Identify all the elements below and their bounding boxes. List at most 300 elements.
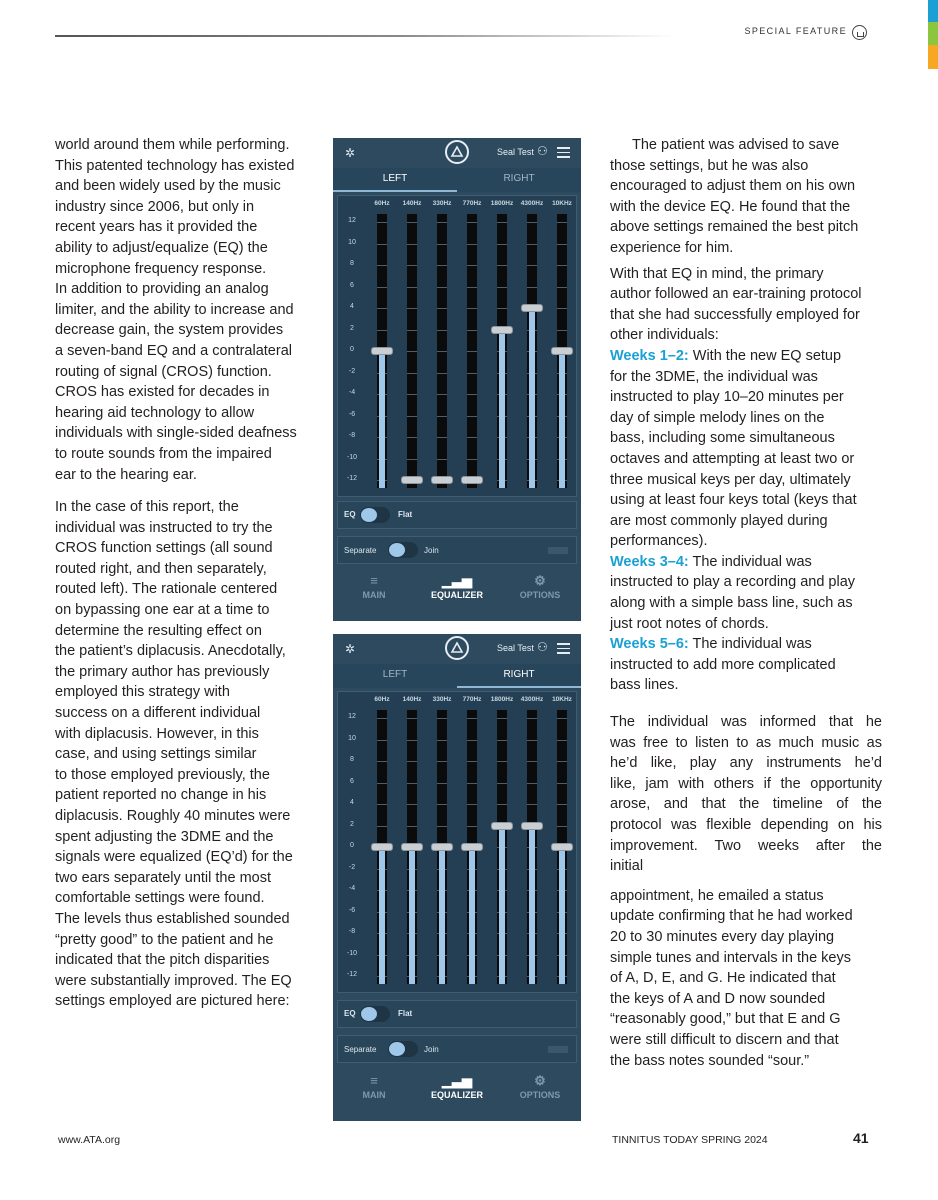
nav-equalizer[interactable] [416, 572, 498, 600]
text-line: initial [610, 858, 644, 875]
text-line: the bass notes sounded “sour.” [610, 1052, 810, 1069]
slider-tick [557, 265, 567, 266]
y-tick-label: 4 [350, 799, 354, 806]
tab-right[interactable]: RIGHT [503, 173, 535, 184]
seal-test-label[interactable]: Seal Test [497, 147, 534, 157]
text-line: experience for him. [610, 239, 734, 256]
text-line: other individuals: [610, 327, 719, 344]
slider-tick [557, 308, 567, 309]
text-line: along with a simple bass line, such as [610, 595, 853, 612]
slider-tick [467, 416, 477, 417]
band-label: 4300Hz [520, 696, 544, 703]
slider-tick [437, 761, 447, 762]
page-number: 41 [853, 1130, 869, 1146]
text-line: employed this strategy with [55, 684, 230, 701]
slider-tick [497, 308, 507, 309]
slider-knob[interactable] [521, 822, 543, 830]
slider-tick [467, 761, 477, 762]
channel-tabs [333, 664, 581, 688]
equalizer-icon: ▁▃▅ [442, 573, 472, 588]
slider-tick [557, 244, 567, 245]
column-right [610, 135, 882, 1071]
text-line: like, jam with others if the opportunity [610, 775, 882, 792]
slider-tick [437, 330, 447, 331]
y-tick-label: -12 [346, 475, 358, 482]
slider-tick [497, 265, 507, 266]
ear-icon[interactable]: ⚇ [537, 144, 548, 158]
y-tick-label: 12 [348, 713, 356, 720]
slider-tick [557, 287, 567, 288]
text-line: diplacusis. Roughly 40 minutes were [55, 808, 291, 824]
eq-slider-1800Hz[interactable] [497, 710, 507, 984]
slider-knob[interactable] [461, 476, 483, 484]
eq-value: Flat [398, 1009, 413, 1018]
separate-join-row [337, 1035, 577, 1063]
text-line: were still difficult to discern and that [610, 1031, 839, 1048]
band-label: 140Hz [402, 200, 422, 207]
text-line: In the case of this report, the [55, 499, 239, 516]
slider-tick [377, 804, 387, 805]
slider-tick [437, 459, 447, 460]
eq-slider-60Hz[interactable] [377, 214, 387, 488]
weeks-1-2-label: Weeks 1–2: [610, 347, 689, 364]
slider-tick [437, 222, 447, 223]
equalizer-graph [337, 195, 577, 497]
slider-knob[interactable] [401, 843, 423, 851]
text-line: update confirming that he had worked [610, 908, 853, 925]
text-line: was free to listen to as much music as [610, 734, 882, 751]
slider-tick [527, 222, 537, 223]
text-line: with the device EQ. He found that the [610, 198, 851, 215]
eq-slider-10KHz[interactable] [557, 214, 567, 488]
slider-tick [527, 287, 537, 288]
text-line: three musical keys per day, ultimately [610, 471, 851, 488]
main-icon: ≡ [370, 1073, 378, 1088]
text-line: bass lines. [610, 677, 679, 694]
slider-tick [527, 740, 537, 741]
nav-equalizer[interactable] [416, 1072, 498, 1100]
slider-tick [437, 373, 447, 374]
weeks-5-6 [610, 634, 882, 696]
nav-label: MAIN [362, 590, 386, 600]
menu-icon[interactable] [557, 643, 570, 657]
slider-knob[interactable] [431, 843, 453, 851]
band-label: 770Hz [462, 696, 482, 703]
nav-label: EQUALIZER [430, 590, 483, 600]
slider-tick [407, 287, 417, 288]
text-line: The individual was [688, 553, 812, 570]
slider-tick [467, 287, 477, 288]
text-line: two ears separately until the most [55, 869, 271, 886]
slider-fill [499, 330, 505, 489]
text-line: appointment, he emailed a status [610, 887, 824, 904]
slider-tick [467, 394, 477, 395]
eq-slider-770Hz[interactable] [467, 214, 477, 488]
text-line: octaves and attempting at least two or [610, 450, 855, 467]
accent-stripe-green [928, 22, 938, 45]
slider-tick [557, 826, 567, 827]
slider-knob[interactable] [461, 843, 483, 851]
slider-tick [497, 287, 507, 288]
text-line: The patient was advised to save [632, 137, 840, 153]
text-line: for the 3DME, the individual was [610, 368, 818, 385]
slider-tick [467, 244, 477, 245]
weeks-3-4-label: Weeks 3–4: [610, 553, 689, 570]
text-line: spent adjusting the 3DME and the [55, 828, 274, 845]
slider-knob[interactable] [371, 347, 393, 355]
slider-knob[interactable] [491, 326, 513, 334]
slider-tick [557, 804, 567, 805]
slider-knob[interactable] [551, 347, 573, 355]
y-tick-label: -12 [346, 971, 358, 978]
band-label: 770Hz [462, 200, 482, 207]
text-line: are most commonly played during [610, 512, 828, 529]
paragraph-5 [610, 712, 882, 877]
band-label: 10KHz [552, 200, 572, 207]
slider-tick [527, 265, 537, 266]
footer-issue: TINNITUS TODAY SPRING 2024 [612, 1134, 768, 1146]
slider-fill [379, 847, 385, 984]
slider-tick [377, 783, 387, 784]
nav-label: EQUALIZER [430, 1090, 483, 1100]
text-line: with diplacusis. However, in this [55, 725, 259, 742]
text-line: routed right, and then separately, [55, 560, 267, 577]
eq-toggle[interactable] [360, 1006, 390, 1022]
slider-knob[interactable] [401, 476, 423, 484]
slider-tick [437, 826, 447, 827]
accent-stripe-blue [928, 0, 938, 22]
slider-tick [407, 265, 417, 266]
slider-tick [467, 222, 477, 223]
eq-slider-140Hz[interactable] [407, 710, 417, 984]
logo-icon [445, 140, 469, 164]
text-line: arose, and that the timeline of the [610, 796, 882, 813]
slider-fill [469, 847, 475, 984]
battery-icon [548, 1046, 568, 1053]
text-line: those settings, but he was also [610, 157, 809, 174]
text-line: just root notes of chords. [610, 615, 769, 632]
equalizer-icon: ▁▃▅ [442, 1073, 472, 1088]
band-label: 60Hz [374, 200, 390, 207]
y-tick-label: 6 [350, 281, 354, 289]
y-tick-label: -8 [348, 928, 356, 935]
slider-tick [407, 244, 417, 245]
text-line: world around them while performing. [55, 137, 290, 153]
options-icon: ⚙ [534, 1073, 546, 1088]
slider-tick [437, 265, 447, 266]
slider-tick [557, 718, 567, 719]
slider-fill [409, 847, 415, 984]
slider-tick [437, 394, 447, 395]
eq-slider-60Hz[interactable] [377, 710, 387, 984]
separate-join-toggle[interactable] [388, 542, 418, 558]
slider-tick [437, 244, 447, 245]
text-line: improvement. Two weeks after the [610, 837, 882, 854]
slider-tick [557, 222, 567, 223]
band-label: 60Hz [374, 696, 390, 703]
text-line: decrease gain, the system provides [55, 322, 284, 339]
nav-options[interactable] [499, 1072, 581, 1100]
eq-slider-330Hz[interactable] [437, 214, 447, 488]
slider-tick [407, 459, 417, 460]
weeks-3-4 [610, 552, 882, 634]
slider-tick [377, 222, 387, 223]
text-line: performances). [610, 533, 708, 550]
band-label: 10KHz [552, 696, 572, 703]
text-line: to route sounds from the impaired [55, 445, 272, 462]
text-line: “reasonably good,” but that E and G [610, 1011, 841, 1028]
slider-tick [407, 718, 417, 719]
slider-tick [437, 416, 447, 417]
bluetooth-icon[interactable]: ✲ [345, 642, 356, 656]
y-tick-label: -4 [348, 885, 356, 892]
band-label: 4300Hz [520, 200, 544, 207]
eq-screenshot-right [333, 634, 581, 1121]
y-tick-label: 4 [350, 303, 354, 310]
paragraph-6 [610, 886, 882, 1071]
band-label: 1800Hz [490, 200, 514, 207]
text-line: routed left). The rationale centered [55, 581, 278, 598]
text-line: the primary author has previously [55, 663, 270, 680]
bottom-nav [333, 1072, 581, 1112]
text-line: “pretty good” to the patient and he [55, 931, 274, 948]
text-line: case, and using settings similar [55, 746, 257, 763]
text-line: on bypassing one ear at a time to [55, 602, 270, 619]
band-label: 1800Hz [490, 696, 514, 703]
eq-toggle[interactable] [360, 507, 390, 523]
text-line: that she had successfully employed for [610, 306, 860, 323]
slider-knob[interactable] [551, 843, 573, 851]
slider-tick [377, 265, 387, 266]
separate-join-row [337, 536, 577, 564]
nav-options[interactable] [499, 572, 581, 600]
y-tick-label: -10 [346, 949, 358, 957]
slider-tick [527, 718, 537, 719]
equalizer-graph [337, 691, 577, 993]
slider-tick [497, 222, 507, 223]
join-label: Join [424, 1045, 439, 1054]
text-line: the keys of A and D now sounded [610, 990, 826, 1007]
text-line: to those employed previously, the [55, 766, 270, 783]
slider-tick [437, 804, 447, 805]
slider-knob[interactable] [491, 822, 513, 830]
slider-tick [527, 761, 537, 762]
slider-tick [467, 804, 477, 805]
y-tick-label: -6 [348, 410, 356, 418]
y-tick-label: 2 [350, 820, 354, 828]
section-icon [852, 25, 867, 40]
eq-slider-10KHz[interactable] [557, 710, 567, 984]
eq-preset-row [337, 1000, 577, 1028]
eq-slider-140Hz[interactable] [407, 214, 417, 488]
y-tick-label: 0 [350, 842, 354, 849]
slider-tick [467, 740, 477, 741]
y-tick-label: 8 [350, 756, 354, 763]
slider-tick [557, 761, 567, 762]
text-line: comfortable settings were found. [55, 890, 265, 907]
slider-tick [497, 783, 507, 784]
ear-icon[interactable]: ⚇ [537, 640, 548, 654]
slider-tick [437, 351, 447, 352]
text-line: In addition to providing an analog [55, 281, 269, 298]
text-line: recent years has it provided the [55, 219, 258, 236]
y-tick-label: -2 [348, 367, 356, 375]
band-label: 330Hz [432, 696, 452, 703]
text-line: individuals with single-sided deafness [55, 425, 297, 442]
slider-tick [407, 740, 417, 741]
text-line: signals were equalized (EQ’d) for the [55, 849, 293, 866]
slider-fill [439, 847, 445, 984]
weeks-5-6-label: Weeks 5–6: [610, 636, 689, 653]
eq-slider-770Hz[interactable] [467, 710, 477, 984]
slider-tick [437, 783, 447, 784]
battery-icon [548, 547, 568, 554]
band-label: 330Hz [432, 200, 452, 207]
footer-url: www.ATA.org [58, 1134, 121, 1146]
eq-label: EQ [344, 510, 356, 519]
text-line: hearing aid technology to allow [55, 404, 255, 421]
text-line: he’d like, play any instruments he’d [610, 755, 882, 772]
eq-slider-4300Hz[interactable] [527, 710, 537, 984]
text-line: instructed to play 10–20 minutes per [610, 389, 844, 406]
channel-tabs [333, 168, 581, 192]
text-line: above settings remained the best pitch [610, 219, 859, 236]
text-line: simple tunes and intervals in the keys [610, 949, 851, 966]
slider-tick [467, 826, 477, 827]
slider-tick [437, 437, 447, 438]
y-tick-label: -4 [348, 389, 356, 396]
nav-main[interactable] [333, 1072, 415, 1100]
slider-fill [559, 351, 565, 488]
text-line: CROS function settings (all sound [55, 540, 273, 557]
slider-tick [557, 330, 567, 331]
menu-icon[interactable] [557, 147, 570, 161]
slider-fill [499, 826, 505, 985]
paragraph-4 [610, 264, 882, 346]
seal-test-label[interactable]: Seal Test [497, 643, 534, 653]
slider-tick [437, 740, 447, 741]
eq-slider-1800Hz[interactable] [497, 214, 507, 488]
slider-tick [377, 718, 387, 719]
slider-tick [467, 437, 477, 438]
y-tick-label: -6 [348, 906, 356, 914]
text-line: indicated that the pitch disparities [55, 952, 270, 969]
slider-tick [407, 330, 417, 331]
slider-tick [377, 287, 387, 288]
nav-label: MAIN [362, 1090, 386, 1100]
slider-tick [407, 308, 417, 309]
slider-tick [407, 804, 417, 805]
y-tick-label: 6 [350, 777, 354, 785]
header-rule [55, 35, 675, 37]
text-line: protocol was flexible depending on his [610, 817, 882, 833]
slider-tick [407, 761, 417, 762]
text-line: author followed an ear-training protocol [610, 286, 862, 303]
app-top-bar [333, 634, 581, 664]
y-tick-label: 10 [348, 734, 356, 742]
y-tick-label: 2 [350, 324, 354, 332]
band-label: 140Hz [402, 696, 422, 703]
text-line: and been widely used by the music [55, 178, 281, 195]
tab-left[interactable]: LEFT [382, 669, 408, 680]
text-line: success on a different individual [55, 705, 261, 722]
text-line: a seven-band EQ and a contralateral [55, 342, 292, 359]
slider-tick [407, 416, 417, 417]
slider-tick [557, 783, 567, 784]
slider-tick [407, 394, 417, 395]
separate-label: Separate [344, 1045, 377, 1054]
tab-right[interactable]: RIGHT [457, 664, 581, 688]
slider-knob[interactable] [521, 304, 543, 312]
slider-tick [377, 244, 387, 245]
logo-icon [445, 636, 469, 660]
text-line: were substantially improved. The EQ [55, 972, 292, 989]
slider-tick [497, 244, 507, 245]
slider-tick [407, 826, 417, 827]
text-line: CROS has existed for decades in [55, 384, 270, 401]
slider-tick [467, 308, 477, 309]
slider-knob[interactable] [431, 476, 453, 484]
slider-tick [437, 308, 447, 309]
y-tick-label: -10 [346, 453, 358, 461]
text-line: bass, including some simultaneous [610, 430, 835, 447]
text-line: instructed to play a recording and play [610, 574, 856, 591]
slider-knob[interactable] [371, 843, 393, 851]
slider-tick [407, 783, 417, 784]
nav-main[interactable] [333, 572, 415, 600]
nav-label: OPTIONS [519, 590, 561, 600]
eq-slider-4300Hz[interactable] [527, 214, 537, 488]
slider-fill [529, 308, 535, 488]
y-tick-label: -2 [348, 863, 356, 871]
bluetooth-icon[interactable]: ✲ [345, 146, 356, 160]
text-line: the patient’s diplacusis. Anecdotally, [55, 643, 286, 660]
slider-tick [467, 351, 477, 352]
text-line: The levels thus established sounded [55, 910, 290, 927]
slider-tick [467, 373, 477, 374]
text-line: of A, D, E, and G. He indicated that [610, 970, 836, 987]
eq-value: Flat [398, 510, 413, 519]
slider-tick [497, 740, 507, 741]
separate-join-toggle[interactable] [388, 1041, 418, 1057]
text-line: individual was instructed to try the [55, 519, 273, 536]
text-line: The individual was [688, 636, 812, 653]
slider-tick [407, 222, 417, 223]
eq-preset-row [337, 501, 577, 529]
weeks-1-2-text [610, 348, 857, 549]
section-label: SPECIAL FEATURE [744, 26, 847, 36]
slider-tick [467, 718, 477, 719]
slider-tick [527, 804, 537, 805]
paragraph-3 [610, 135, 882, 259]
accent-stripe-orange [928, 45, 938, 69]
separate-label: Separate [344, 546, 377, 555]
text-line: 20 to 30 minutes every day playing [610, 928, 835, 945]
slider-tick [437, 287, 447, 288]
slider-tick [527, 244, 537, 245]
join-label: Join [424, 546, 439, 555]
slider-tick [377, 330, 387, 331]
slider-tick [497, 804, 507, 805]
paragraph-2 [55, 497, 323, 1012]
eq-slider-330Hz[interactable] [437, 710, 447, 984]
eq-screenshot-left [333, 138, 581, 621]
text-line: determine the resulting effect on [55, 622, 262, 639]
text-line: microphone frequency response. [55, 260, 267, 277]
slider-tick [497, 761, 507, 762]
tab-left[interactable]: LEFT [333, 168, 457, 192]
column-left [55, 135, 323, 1012]
